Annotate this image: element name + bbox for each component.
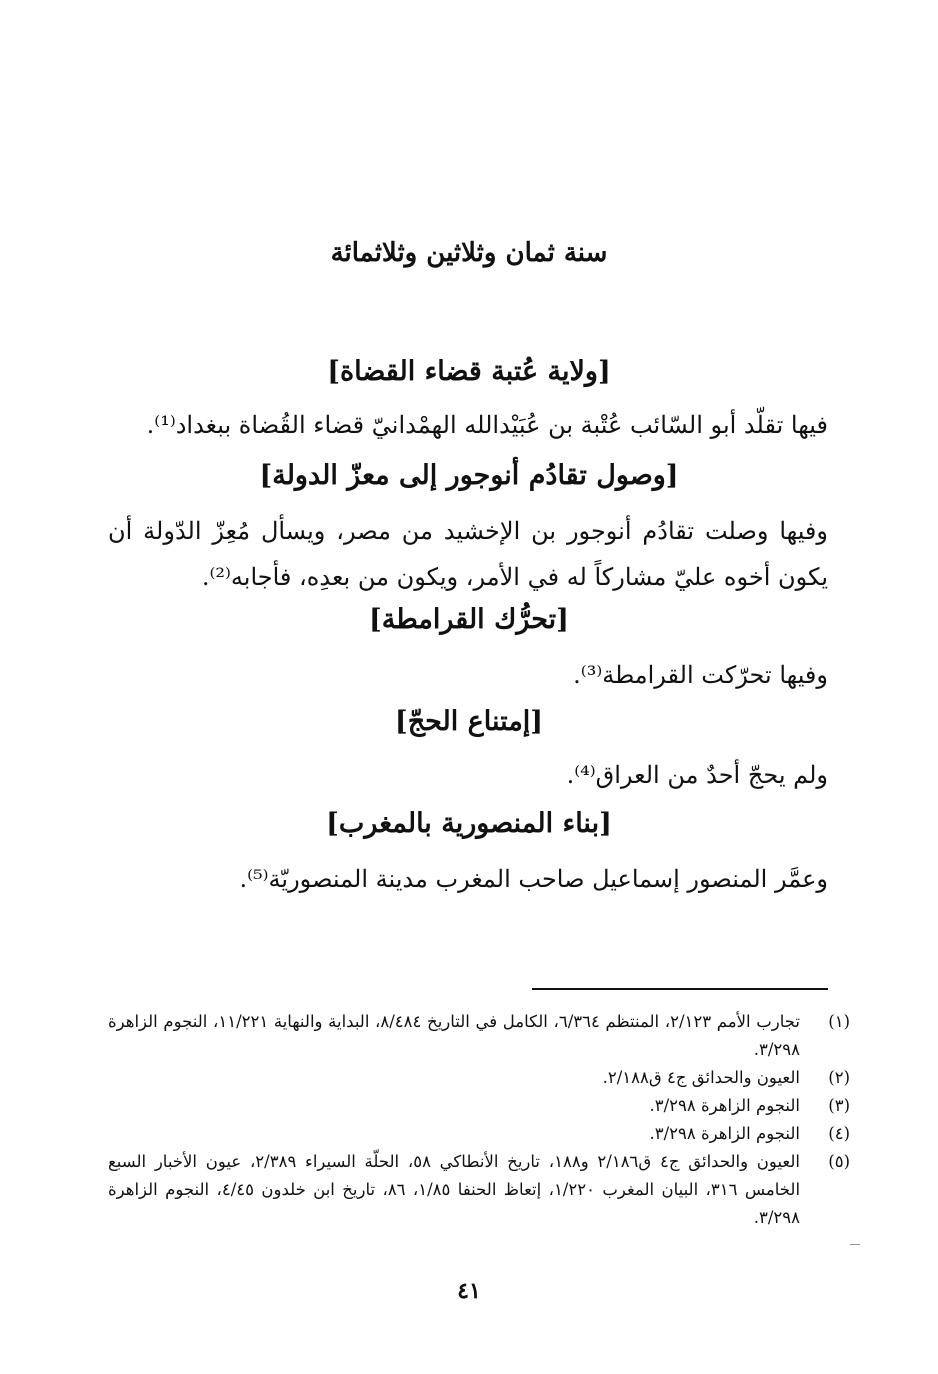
section-heading-hajj: [إمتناع الحجّ] — [394, 706, 544, 737]
section-text-gifts: وفيها وصلت تقادُم أنوجور بن الإخشيد من مصر، ويسأل مُعِزّ الدّولة أن يكون أخوه عليّ مشاركاً له في الأمر، ويكون من بعدِه، فأجابه⁽²⁾. — [108, 517, 828, 591]
page-number: ٤١ — [457, 1278, 481, 1304]
footnote — [108, 1148, 850, 1232]
section-heading-gifts: [وصول تقادُم أنوجور إلى معزّ الدولة] — [259, 460, 679, 491]
footnote-number: (٣) — [828, 1096, 850, 1115]
section-heading-judgeship: [ولاية عُتبة قضاء القضاة] — [327, 356, 611, 387]
section-text-judgeship: فيها تقلّد أبو السّائب عُتْبة بن عُبَيْدالله الهمْدانيّ قضاء القُضاة ببغداد⁽¹⁾. — [146, 411, 828, 439]
footnote — [108, 1064, 850, 1092]
footnotes — [108, 1008, 850, 1232]
footnote-number: (٥) — [828, 1152, 850, 1171]
footnote-text: النجوم الزاهرة ٣/٢٩٨. — [649, 1096, 800, 1115]
section-text-hajj: ولم يحجّ أحدٌ من العراق⁽⁴⁾. — [566, 761, 828, 789]
footnote-text: النجوم الزاهرة ٣/٢٩٨. — [649, 1124, 800, 1143]
footnote-number: (٢) — [828, 1068, 850, 1087]
year-title: سنة ثمان وثلاثين وثلاثمائة — [330, 238, 608, 268]
footnote-separator — [532, 988, 828, 990]
section-heading-qarmatians: [تحرُّك القرامطة] — [369, 604, 569, 635]
section-heading-mansuriya: [بناء المنصورية بالمغرب] — [326, 808, 612, 839]
footnote — [108, 1092, 850, 1120]
footnote — [108, 1008, 850, 1064]
footnote-text: العيون والحدائق ج٤ ق٢/١٨٦ و١٨٨، تاريخ الأنطاكي ٥٨، الحلّة السيراء ٢/٣٨٩، عيون الأخبار السبع الخامس ٣١٦، البيان المغرب ١/٢٢٠، إتعاظ الحنفا ١/٨٥، ٨٦، تاريخ ابن خلدون ٤/٤٥، النجوم الزاهرة ٣/٢٩٨. — [108, 1152, 801, 1227]
footnote — [108, 1120, 850, 1148]
footnote-number: (٤) — [828, 1124, 850, 1143]
section-text-qarmatians: وفيها تحرّكت القرامطة⁽³⁾. — [573, 661, 828, 689]
footnote-text: تجارب الأمم ٢/١٢٣، المنتظم ٦/٣٦٤، الكامل في التاريخ ٨/٤٨٤، البداية والنهاية ١١/٢٢١، النجوم الزاهرة ٣/٢٩٨. — [108, 1012, 801, 1059]
footnote-number: (١) — [828, 1012, 850, 1031]
margin-mark — [850, 1244, 860, 1245]
section-text-mansuriya: وعمَّر المنصور إسماعيل صاحب المغرب مدينة المنصوريّة⁽⁵⁾. — [239, 865, 828, 893]
footnote-text: العيون والحدائق ج٤ ق٢/١٨٨. — [602, 1068, 800, 1087]
